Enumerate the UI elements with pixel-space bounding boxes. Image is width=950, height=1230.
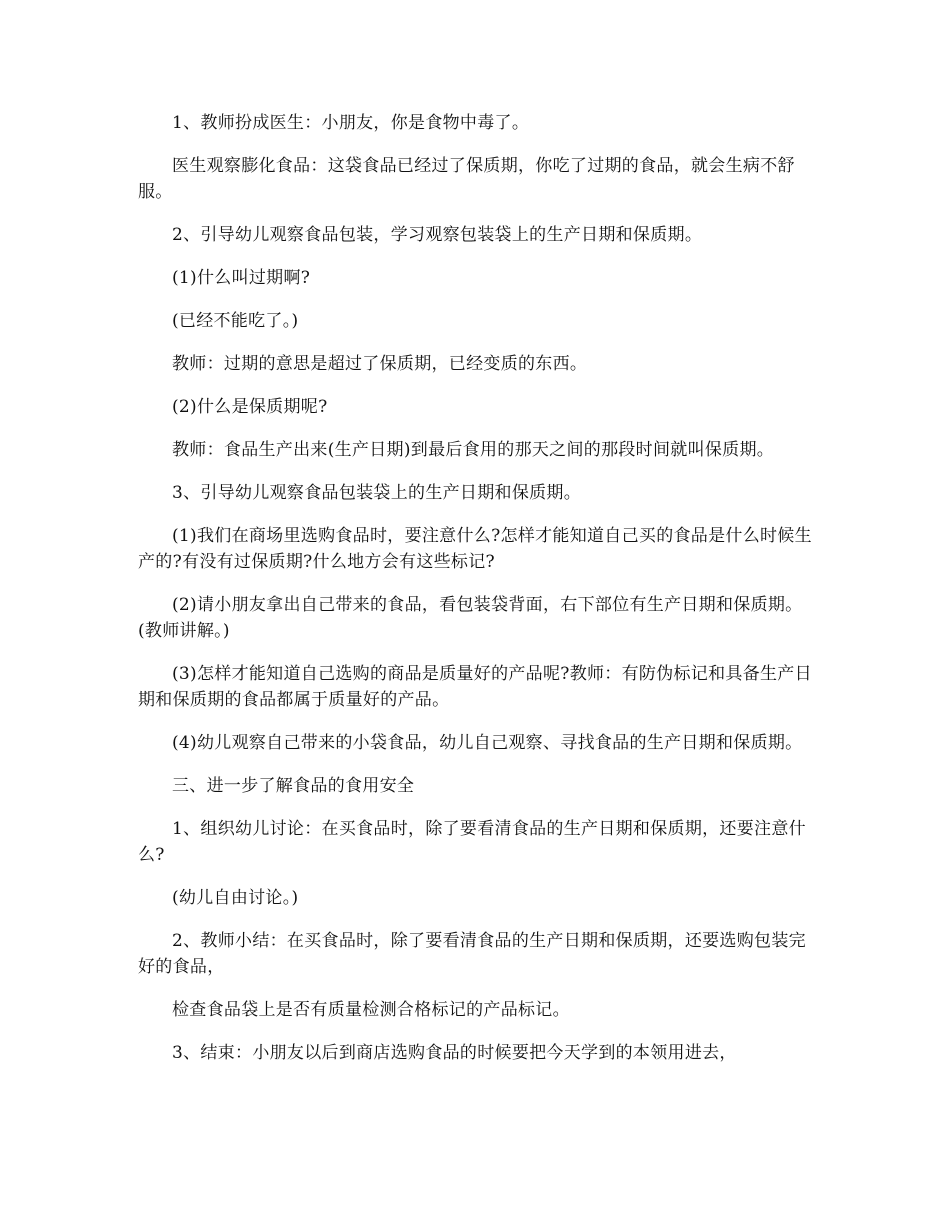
paragraph-3: 2、引导幼儿观察食品包装，学习观察包装袋上的生产日期和保质期。 — [172, 225, 703, 245]
paragraph-6: 教师：过期的意思是超过了保质期，已经变质的东西。 — [172, 354, 588, 374]
paragraph-16: (幼儿自由讨论。) — [172, 888, 299, 908]
paragraph-5: (已经不能吃了。) — [172, 311, 299, 331]
paragraph-18: 检查食品袋上是否有质量检测合格标记的产品标记。 — [172, 1000, 570, 1020]
paragraph-15: 1、组织幼儿讨论：在买食品时，除了要看清食品的生产日期和保质期，还要注意什么? — [138, 819, 806, 865]
paragraph-12: (3)怎样才能知道自己选购的商品是质量好的产品呢?教师：有防伪标记和具备生产日期和保质期的食品都属于质量好的产品。 — [138, 664, 812, 710]
paragraph-9: 3、引导幼儿观察食品包装袋上的生产日期和保质期。 — [172, 483, 582, 503]
paragraph-4: (1)什么叫过期啊? — [172, 268, 311, 288]
paragraph-17: 2、教师小结：在买食品时，除了要看清食品的生产日期和保质期，还要选购包装完好的食品， — [138, 931, 806, 977]
document-body — [138, 110, 814, 1083]
paragraph-13: (4)幼儿观察自己带来的小袋食品，幼儿自己观察、寻找食品的生产日期和保质期。 — [172, 733, 803, 753]
paragraph-8: 教师：食品生产出来(生产日期)到最后食用的那天之间的那段时间就叫保质期。 — [172, 440, 775, 460]
paragraph-2: 医生观察膨化食品：这袋食品已经过了保质期，你吃了过期的食品，就会生病不舒服。 — [138, 156, 795, 202]
paragraph-1: 1、教师扮成医生：小朋友，你是食物中毒了。 — [172, 113, 530, 133]
paragraph-10: (1)我们在商场里选购食品时，要注意什么?怎样才能知道自己买的食品是什么时候生产的?有没有过保质期?什么地方会有这些标记? — [138, 526, 812, 572]
section-heading: 三、进一步了解食品的食用安全 — [172, 776, 415, 796]
paragraph-7: (2)什么是保质期呢? — [172, 397, 328, 417]
paragraph-19: 3、结束：小朋友以后到商店选购食品的时候要把今天学到的本领用进去， — [172, 1043, 737, 1063]
paragraph-11: (2)请小朋友拿出自己带来的食品，看包装袋背面，右下部位有生产日期和保质期。(教师讲解。) — [138, 595, 803, 641]
